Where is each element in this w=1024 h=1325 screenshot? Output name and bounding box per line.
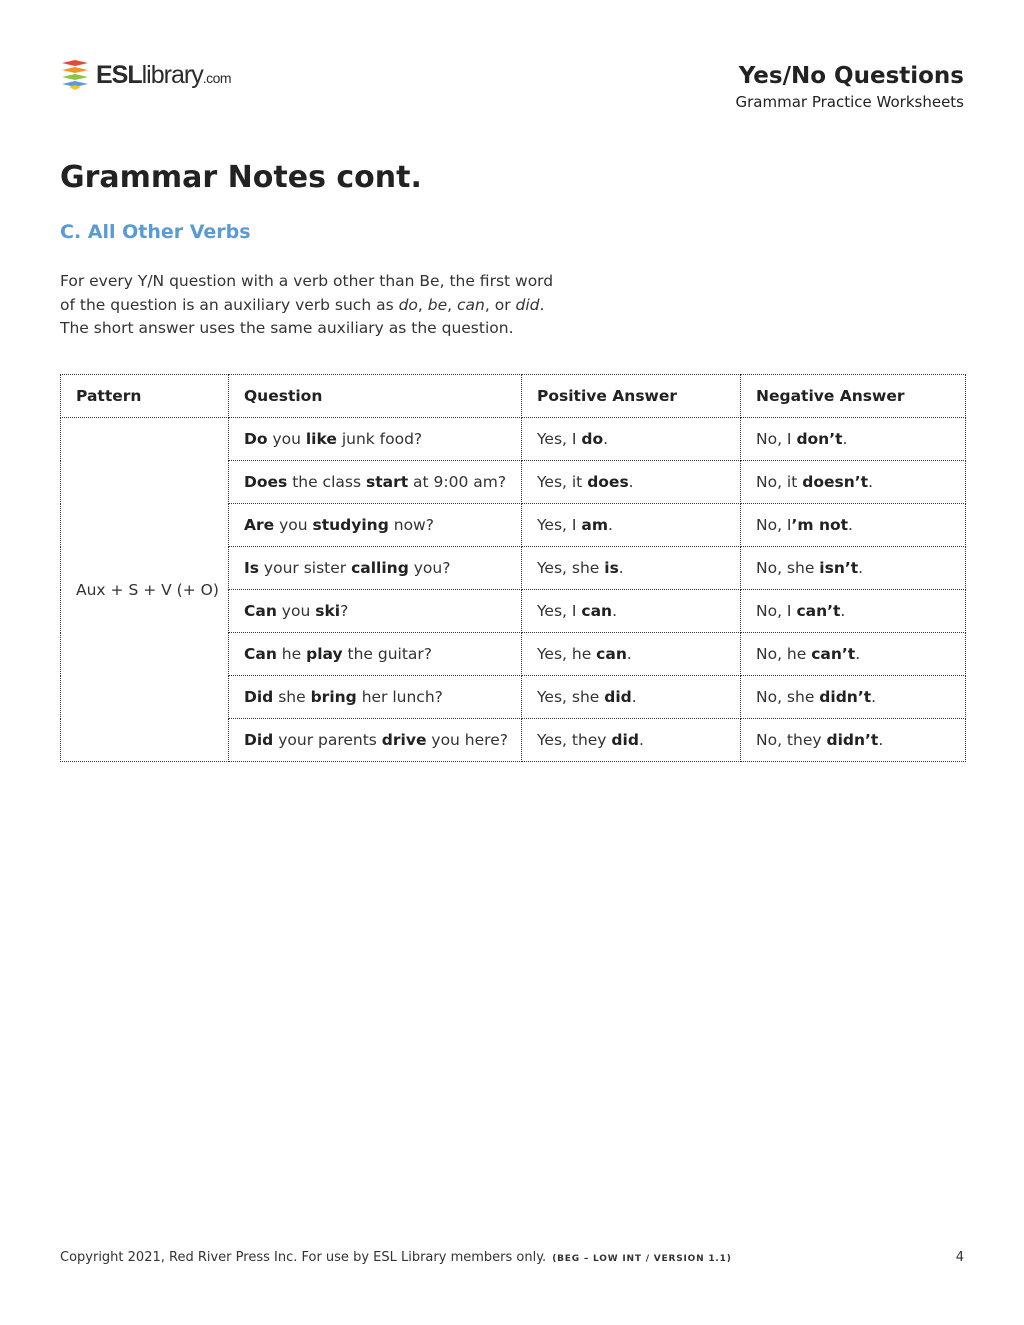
header-question: Question — [229, 375, 522, 418]
document-header — [736, 62, 964, 114]
pattern-cell: Aux + S + V (+ O) — [61, 418, 229, 762]
header-positive-answer: Positive Answer — [522, 375, 741, 418]
intro-line-1: For every Y/N question with a verb other than Be, the first word — [60, 272, 554, 290]
table-row — [61, 418, 966, 461]
positive-answer-cell: Yes, I do. — [522, 418, 741, 461]
positive-answer-cell: Yes, she is. — [522, 547, 741, 590]
intro-paragraph — [60, 270, 580, 341]
section-heading: C. All Other Verbs — [60, 221, 251, 243]
negative-answer-cell: No, it doesn’t. — [741, 461, 966, 504]
brand-wordmark: ESLlibrary.com — [96, 60, 232, 89]
question-cell: Can he play the guitar? — [229, 633, 522, 676]
negative-answer-cell: No, she isn’t. — [741, 547, 966, 590]
document-subtitle: Grammar Practice Worksheets — [735, 93, 964, 111]
positive-answer-cell: Yes, it does. — [522, 461, 741, 504]
positive-answer-cell: Yes, he can. — [522, 633, 741, 676]
header-negative-answer: Negative Answer — [741, 375, 966, 418]
grammar-table — [60, 374, 966, 762]
brand-logo — [60, 58, 231, 92]
negative-answer-cell: No, I can’t. — [741, 590, 966, 633]
question-cell: Does the class start at 9:00 am? — [229, 461, 522, 504]
negative-answer-cell: No, they didn’t. — [741, 719, 966, 762]
table-header-row — [61, 375, 966, 418]
negative-answer-cell: No, I don’t. — [741, 418, 966, 461]
question-cell: Did your parents drive you here? — [229, 719, 522, 762]
positive-answer-cell: Yes, I am. — [522, 504, 741, 547]
level-label: (BEG – LOW INT / VERSION 1.1) — [552, 1254, 732, 1264]
document-title: Yes/No Questions — [738, 63, 964, 89]
header-pattern: Pattern — [61, 375, 229, 418]
question-cell: Is your sister calling you? — [229, 547, 522, 590]
negative-answer-cell: No, she didn’t. — [741, 676, 966, 719]
intro-line-3: The short answer uses the same auxiliary as the question. — [60, 319, 514, 337]
page-number: 4 — [955, 1250, 964, 1265]
negative-answer-cell: No, I’m not. — [741, 504, 966, 547]
positive-answer-cell: Yes, I can. — [522, 590, 741, 633]
negative-answer-cell: No, he can’t. — [741, 633, 966, 676]
positive-answer-cell: Yes, she did. — [522, 676, 741, 719]
question-cell: Did she bring her lunch? — [229, 676, 522, 719]
page-footer — [60, 1250, 964, 1265]
question-cell: Are you studying now? — [229, 504, 522, 547]
footer-copyright: Copyright 2021, Red River Press Inc. For use by ESL Library members only. (BEG – LOW INT / VERSION 1.1) — [60, 1250, 732, 1265]
book-stack-icon — [60, 59, 90, 91]
positive-answer-cell: Yes, they did. — [522, 719, 741, 762]
question-cell: Can you ski? — [229, 590, 522, 633]
question-cell: Do you like junk food? — [229, 418, 522, 461]
page-title: Grammar Notes cont. — [60, 160, 422, 195]
intro-line-2: of the question is an auxiliary verb such as do, be, can, or did. — [60, 295, 545, 314]
